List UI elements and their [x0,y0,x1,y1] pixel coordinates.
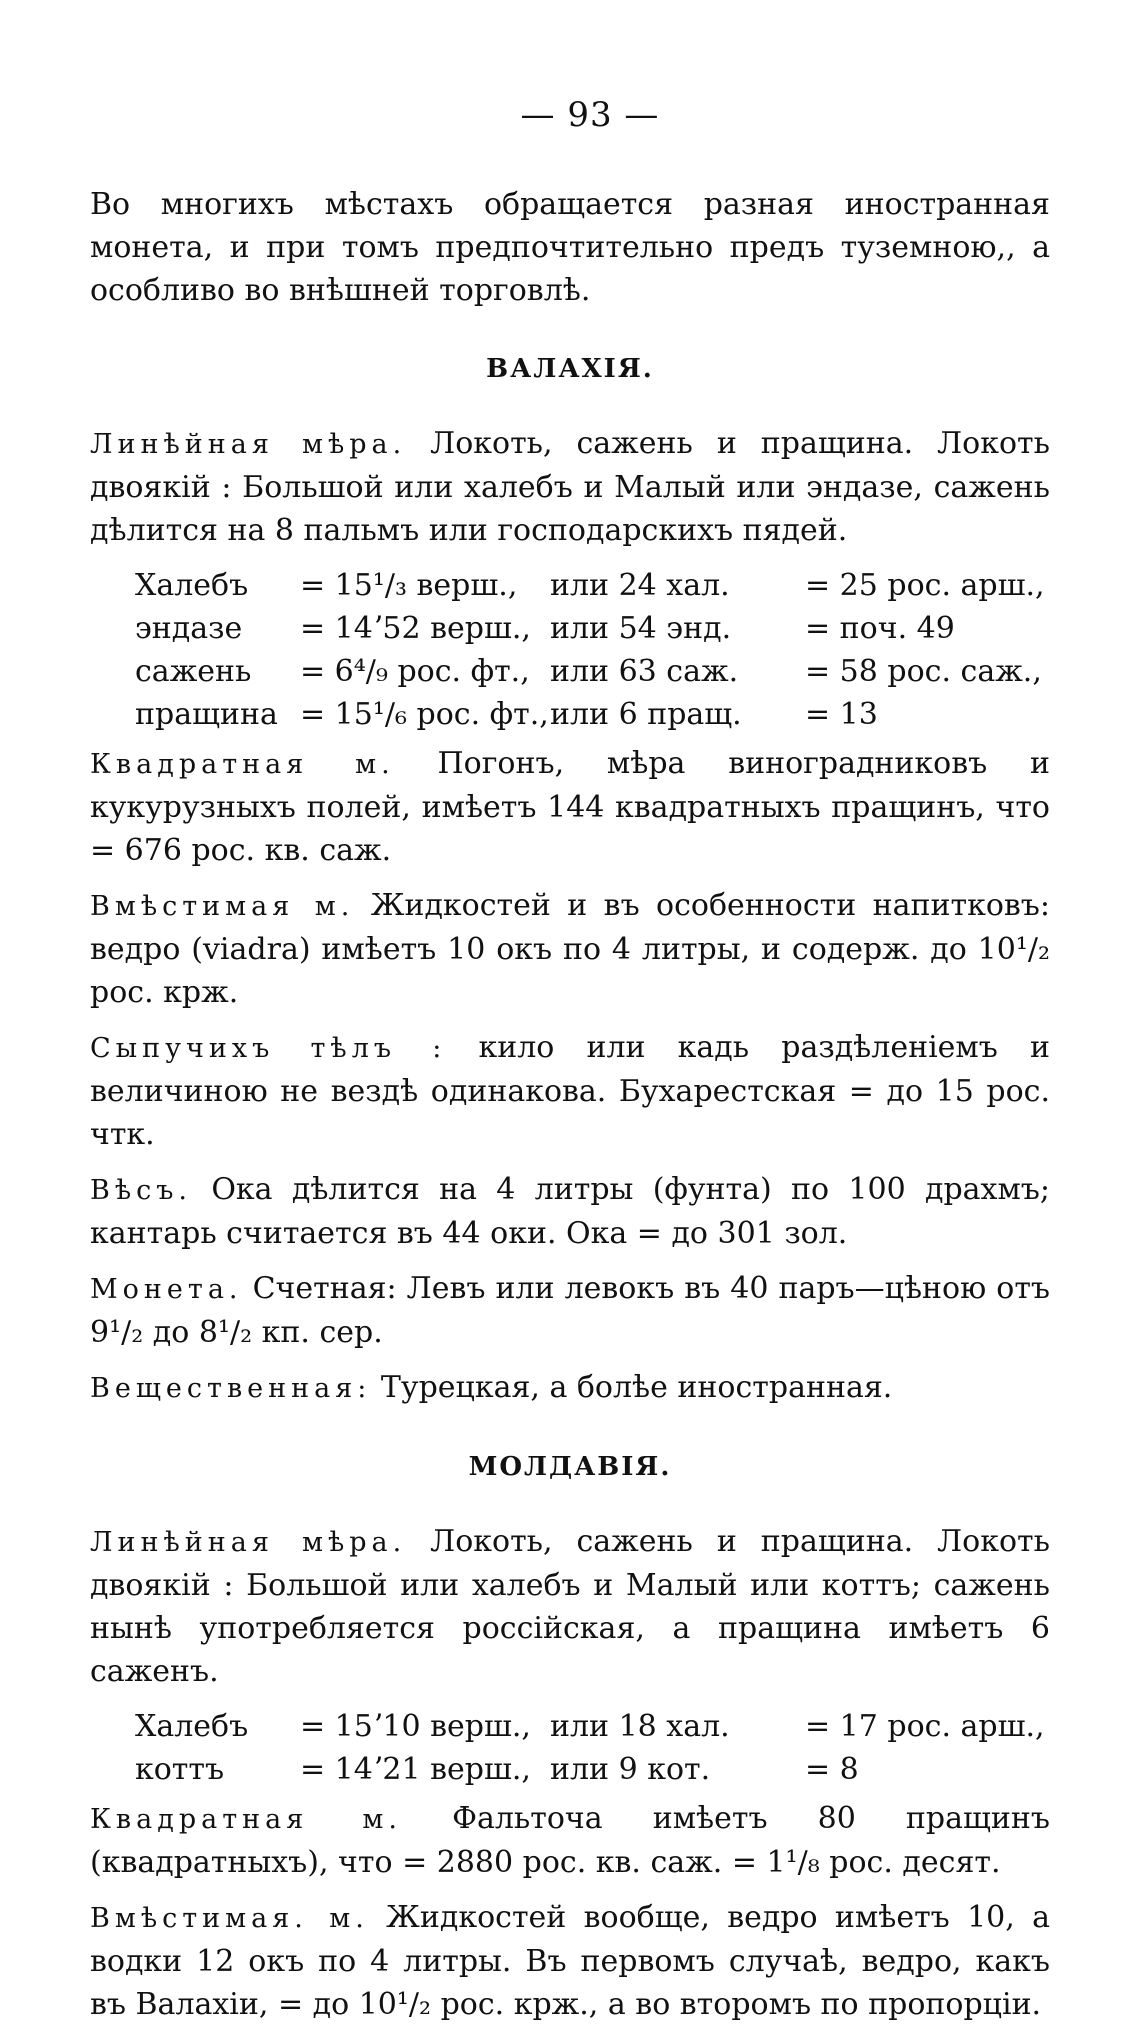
table-cell: или 18 хал. [550,1709,730,1744]
moldavia-capacity-heading: Вмѣстимая. м. [90,1903,369,1934]
moldavia-linear-heading: Линѣйная мѣра. [90,1527,407,1558]
wallachia-coin-paragraph [90,1267,1050,1354]
table-cell: или 24 хал. [550,568,730,603]
table-cell: = 6⁴/₉ рос. фт., [300,654,530,689]
wallachia-square-paragraph [90,742,1050,872]
moldavia-square-text: Фальточа имѣетъ 80 пращинъ (квадратныхъ), что = 2880 рос. кв. саж. = 1¹/₈ рос. десят. [90,1801,1050,1880]
table-cell: или 63 саж. [550,654,739,689]
wallachia-coin-text: Счетная: Левъ или левокъ въ 40 паръ—цѣною отъ 9¹/₂ до 8¹/₂ кп. сер. [90,1271,1051,1350]
table-row [135,564,1050,607]
table-cell: = 14ʼ21 верш., [300,1752,531,1787]
table-cell: = поч. 49 [805,611,955,646]
table-row [135,1705,1050,1748]
table-cell: = 13 [805,697,878,732]
wallachia-dry-text: кило или кадь раздѣленіемъ и величиною не вездѣ одинакова. Бухарестская = до 15 рос. чтк. [90,1030,1050,1152]
wallachia-linear-text: Локоть, сажень и пращина. Локоть двоякій : Большой или халебъ и Малый или эндазе, сажень дѣлится на 8 пальмъ или господарскихъ пядей. [90,426,1050,548]
table-row [135,1748,1050,1791]
moldavia-linear-paragraph [90,1520,1050,1693]
wallachia-dry-heading: Сыпучихъ тѣлъ : [90,1033,447,1064]
section-title-moldavia: МОЛДАВІЯ. [468,1452,672,1482]
wallachia-linear-heading: Линѣйная мѣра. [90,429,407,460]
section-title-wallachia: ВАЛАХІЯ. [486,354,654,384]
table-cell: = 25 рос. арш., [805,568,1045,603]
intro-paragraph: Во многихъ мѣстахъ обращается разная иностранная монета, и при томъ предпочтительно предъ туземною,, а особливо во внѣшней торговлѣ. [90,187,1050,308]
moldavia-measure-table [135,1705,1050,1791]
page-number: — 93 — [520,95,660,135]
wallachia-weight-text: Ока дѣлится на 4 литры (фунта) по 100 драхмъ; кантарь считается въ 44 оки. Ока = до 301 зол. [90,1172,1050,1251]
table-cell: или 6 пращ. [550,697,742,732]
table-cell: = 58 рос. саж., [805,654,1042,689]
wallachia-square-heading: Квадратная м. [90,749,395,780]
wallachia-linear-paragraph [90,422,1050,552]
table-cell: Халебъ [135,1709,249,1744]
wallachia-real-coin-text: Турецкая, а болѣе иностранная. [380,1370,893,1405]
table-row [135,693,1050,736]
table-cell: = 14ʼ52 верш., [300,611,531,646]
wallachia-square-text: Погонъ, мѣра виноградниковъ и кукурузныхъ полей, имѣетъ 144 квадратныхъ пращинъ, что = 676 рос. кв. саж. [90,746,1050,868]
table-cell: пращина [135,697,278,732]
wallachia-weight-heading: Вѣсъ. [90,1175,193,1206]
wallachia-real-coin-heading: Вещественная: [90,1373,372,1404]
wallachia-real-coin-paragraph [90,1366,1050,1410]
wallachia-coin-heading: Монета. [90,1274,243,1305]
wallachia-dry-paragraph [90,1026,1050,1156]
table-row [135,607,1050,650]
table-cell: Халебъ [135,568,249,603]
wallachia-measure-table [135,564,1050,736]
moldavia-linear-text: Локоть, сажень и пращина. Локоть двоякій : Большой или халебъ и Малый или коттъ; сажень нынѣ употребляется россійская, а пращина имѣетъ 6 саженъ. [90,1524,1050,1689]
table-cell: = 15ʼ10 верш., [300,1709,531,1744]
wallachia-capacity-heading: Вмѣстимая м. [90,891,355,922]
table-cell: = 17 рос. арш., [805,1709,1045,1744]
table-cell: или 54 энд. [550,611,732,646]
table-cell: = 15¹/₃ верш., [300,568,518,603]
wallachia-capacity-text: Жидкостей и въ особенности напитковъ: ведро (viadra) имѣетъ 10 окъ по 4 литры, и содерж. до 10¹/₂ рос. крж. [90,888,1050,1010]
table-cell: или 9 кот. [550,1752,711,1787]
book-page [90,95,1050,2038]
table-cell: сажень [135,654,252,689]
table-cell: эндазе [135,611,243,646]
table-cell: = 8 [805,1752,859,1787]
moldavia-capacity-text: Жидкостей вообще, ведро имѣетъ 10, а водки 12 окъ по 4 литры. Въ первомъ случаѣ, ведро, какъ въ Валахіи, = до 10¹/₂ рос. крж., а во второмъ по пропорціи. [90,1900,1050,2022]
table-cell: коттъ [135,1752,225,1787]
wallachia-weight-paragraph [90,1168,1050,1255]
moldavia-square-paragraph [90,1797,1050,1884]
moldavia-square-heading: Квадратная м. [90,1804,402,1835]
moldavia-capacity-paragraph [90,1896,1050,2026]
table-cell: = 15¹/₆ рос. фт., [300,697,549,732]
wallachia-capacity-paragraph [90,884,1050,1014]
table-row [135,650,1050,693]
